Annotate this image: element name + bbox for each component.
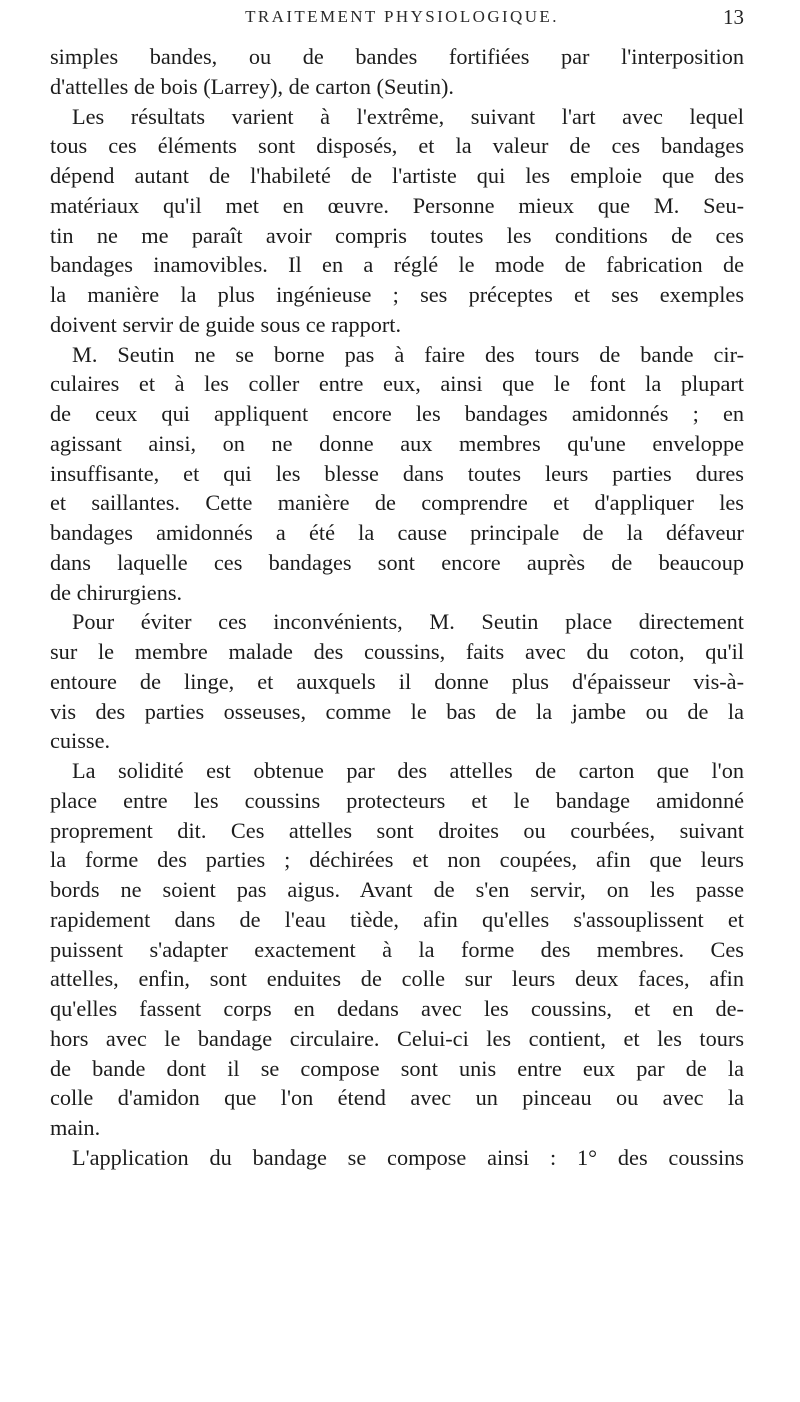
text-line: de ceux qui appliquent encore les bandages amidonnés ; en xyxy=(50,401,744,426)
text-line: La solidité est obtenue par des attelles de carton que l'on xyxy=(72,758,744,783)
text-line: d'attelles de bois (Larrey), de carton (Seutin). xyxy=(50,73,454,99)
text-line: bandages amidonnés a été la cause principale de la défaveur xyxy=(50,520,744,545)
text-line: culaires et à les coller entre eux, ainsi que le font la plupart xyxy=(50,371,744,397)
text-line: insuffisante, et qui les blesse dans toutes leurs parties dures xyxy=(50,460,744,486)
page-number: 13 xyxy=(723,5,744,29)
text-line: dépend autant de l'habileté de l'artiste qui les emploie que des xyxy=(50,163,744,188)
text-line: bords ne soient pas aigus. Avant de s'en servir, on les passe xyxy=(50,877,744,902)
text-line: vis des parties osseuses, comme le bas de la jambe ou de la xyxy=(50,698,744,724)
text-line: de bande dont il se compose sont unis entre eux par de la xyxy=(50,1055,744,1081)
text-line: main. xyxy=(50,1115,101,1140)
text-line: tous ces éléments sont disposés, et la valeur de ces bandages xyxy=(50,133,744,159)
text-line: dans laquelle ces bandages sont encore auprès de beaucoup xyxy=(50,549,744,575)
text-line: simples bandes, ou de bandes fortifiées par l'interposition xyxy=(50,44,744,69)
text-line: agissant ainsi, on ne donne aux membres qu'une enveloppe xyxy=(50,430,744,456)
text-line: la manière la plus ingénieuse ; ses préceptes et ses exemples xyxy=(50,282,744,307)
body-text xyxy=(50,42,744,1173)
text-line: tin ne me paraît avoir compris toutes les conditions de ces xyxy=(50,222,744,248)
text-line: sur le membre malade des coussins, faits avec du coton, qu'il xyxy=(50,639,744,664)
running-head xyxy=(60,4,744,30)
text-line: colle d'amidon que l'on étend avec un pinceau ou avec la xyxy=(50,1085,744,1111)
text-line: matériaux qu'il met en œuvre. Personne mieux que M. Seu- xyxy=(50,192,744,218)
text-line: puissent s'adapter exactement à la forme des membres. Ces xyxy=(50,936,744,962)
text-line: entoure de linge, et auxquels il donne plus d'épaisseur vis-à- xyxy=(50,668,744,694)
text-line: cuisse. xyxy=(50,728,111,754)
text-line: attelles, enfin, sont enduites de colle sur leurs deux faces, afin xyxy=(50,966,744,992)
text-line: Pour éviter ces inconvénients, M. Seutin place directement xyxy=(72,609,744,635)
text-line: L'application du bandage se compose ainsi : 1° des coussins xyxy=(72,1144,744,1170)
text-line: qu'elles fassent corps en dedans avec les coussins, et en de- xyxy=(50,996,744,1021)
text-line: la forme des parties ; déchirées et non coupées, afin que leurs xyxy=(50,847,744,873)
text-line: hors avec le bandage circulaire. Celui-ci les contient, et les tours xyxy=(50,1025,744,1051)
text-line: de chirurgiens. xyxy=(50,579,183,605)
text-line: et saillantes. Cette manière de comprendre et d'appliquer les xyxy=(50,490,744,516)
text-line: proprement dit. Ces attelles sont droites ou courbées, suivant xyxy=(50,817,744,843)
running-title: TRAITEMENT PHYSIOLOGIQUE. xyxy=(245,7,559,26)
text-line: rapidement dans de l'eau tiède, afin qu'elles s'assouplissent et xyxy=(50,906,744,932)
text-line: M. Seutin ne se borne pas à faire des tours de bande cir- xyxy=(72,341,744,367)
text-line: bandages inamovibles. Il en a réglé le mode de fabrication de xyxy=(50,252,744,278)
text-line: Les résultats varient à l'extrême, suivant l'art avec lequel xyxy=(72,103,744,129)
text-line: doivent servir de guide sous ce rapport. xyxy=(50,311,402,337)
text-line: place entre les coussins protecteurs et le bandage amidonné xyxy=(50,787,744,813)
